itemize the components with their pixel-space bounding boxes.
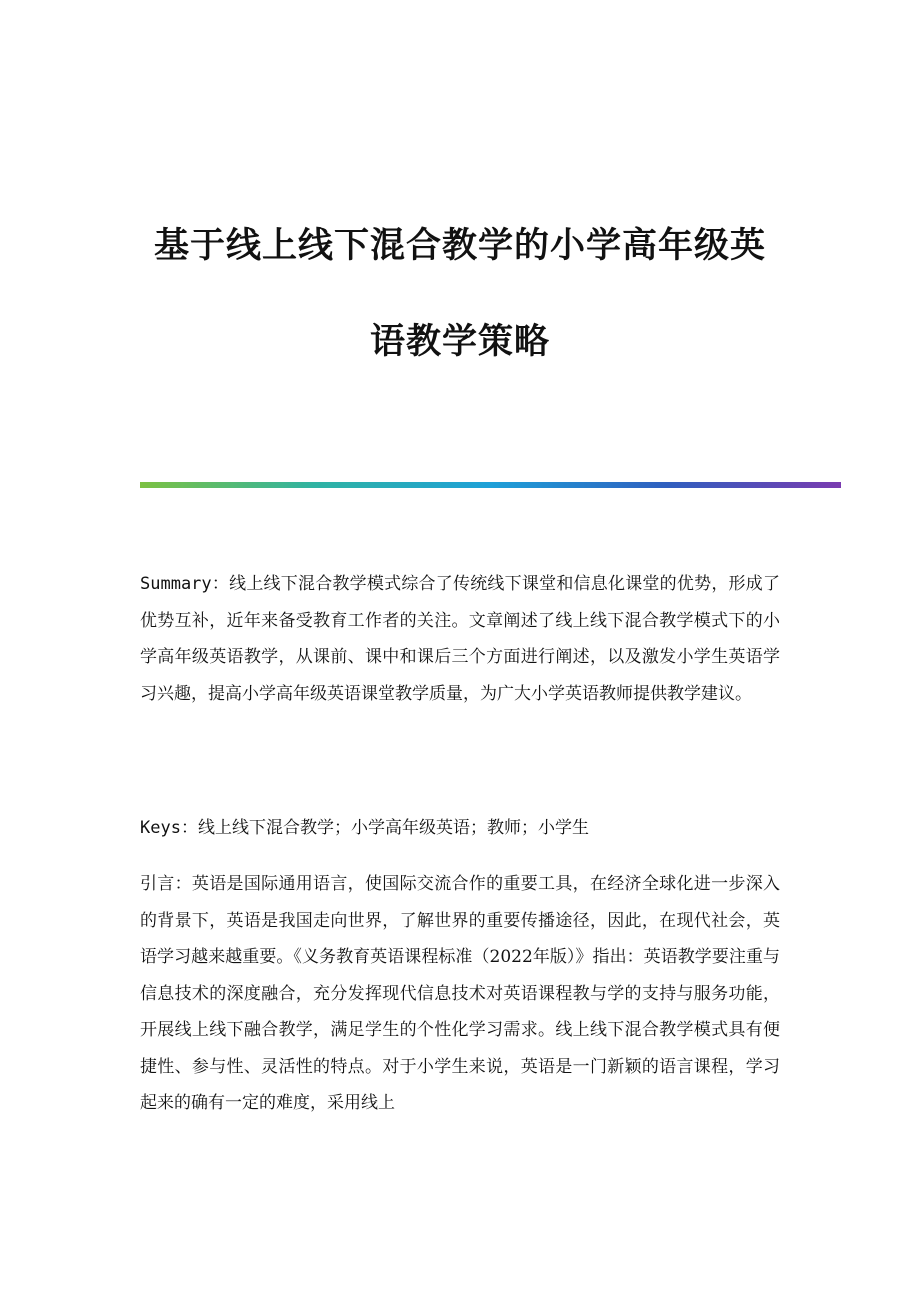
- keys-text: 线上线下混合教学；小学高年级英语；教师；小学生: [197, 818, 589, 838]
- keys-paragraph: [140, 810, 780, 847]
- intro-text: 英语是国际通用语言，使国际交流合作的重要工具，在经济全球化进一步深入的背景下，英语是我国走向世界，了解世界的重要传播途径，因此，在现代社会，英语学习越来越重要。《义务教育英语课程标准（2022年版）》指出：英语教学要注重与信息技术的深度融合，充分发挥现代信息技术对英语课程教与学的支持与服务功能，开展线上线下融合教学，满足学生的个性化学习需求。线上线下混合教学模式具有便捷性、参与性、灵活性的特点。对于小学生来说，英语是一门新颖的语言课程，学习起来的确有一定的难度，采用线上: [140, 874, 781, 1113]
- intro-label: 引言：: [140, 874, 192, 894]
- gradient-divider: [140, 482, 841, 488]
- document-title-line-1: 基于线上线下混合教学的小学高年级英: [153, 226, 766, 266]
- summary-text: 线上线下混合教学模式综合了传统线下课堂和信息化课堂的优势，形成了优势互补，近年来备受教育工作者的关注。文章阐述了线上线下混合教学模式下的小学高年级英语教学，从课前、课中和课后三个方面进行阐述，以及激发小学生英语学习兴趣，提高小学高年级英语课堂教学质量，为广大小学英语教师提供教学建议。: [140, 574, 780, 704]
- keys-label: Keys：: [140, 818, 198, 838]
- document-title-line-2: 语教学策略: [369, 322, 550, 362]
- summary-paragraph: [140, 566, 780, 712]
- summary-label: Summary：: [140, 574, 230, 594]
- intro-paragraph: [140, 866, 780, 1122]
